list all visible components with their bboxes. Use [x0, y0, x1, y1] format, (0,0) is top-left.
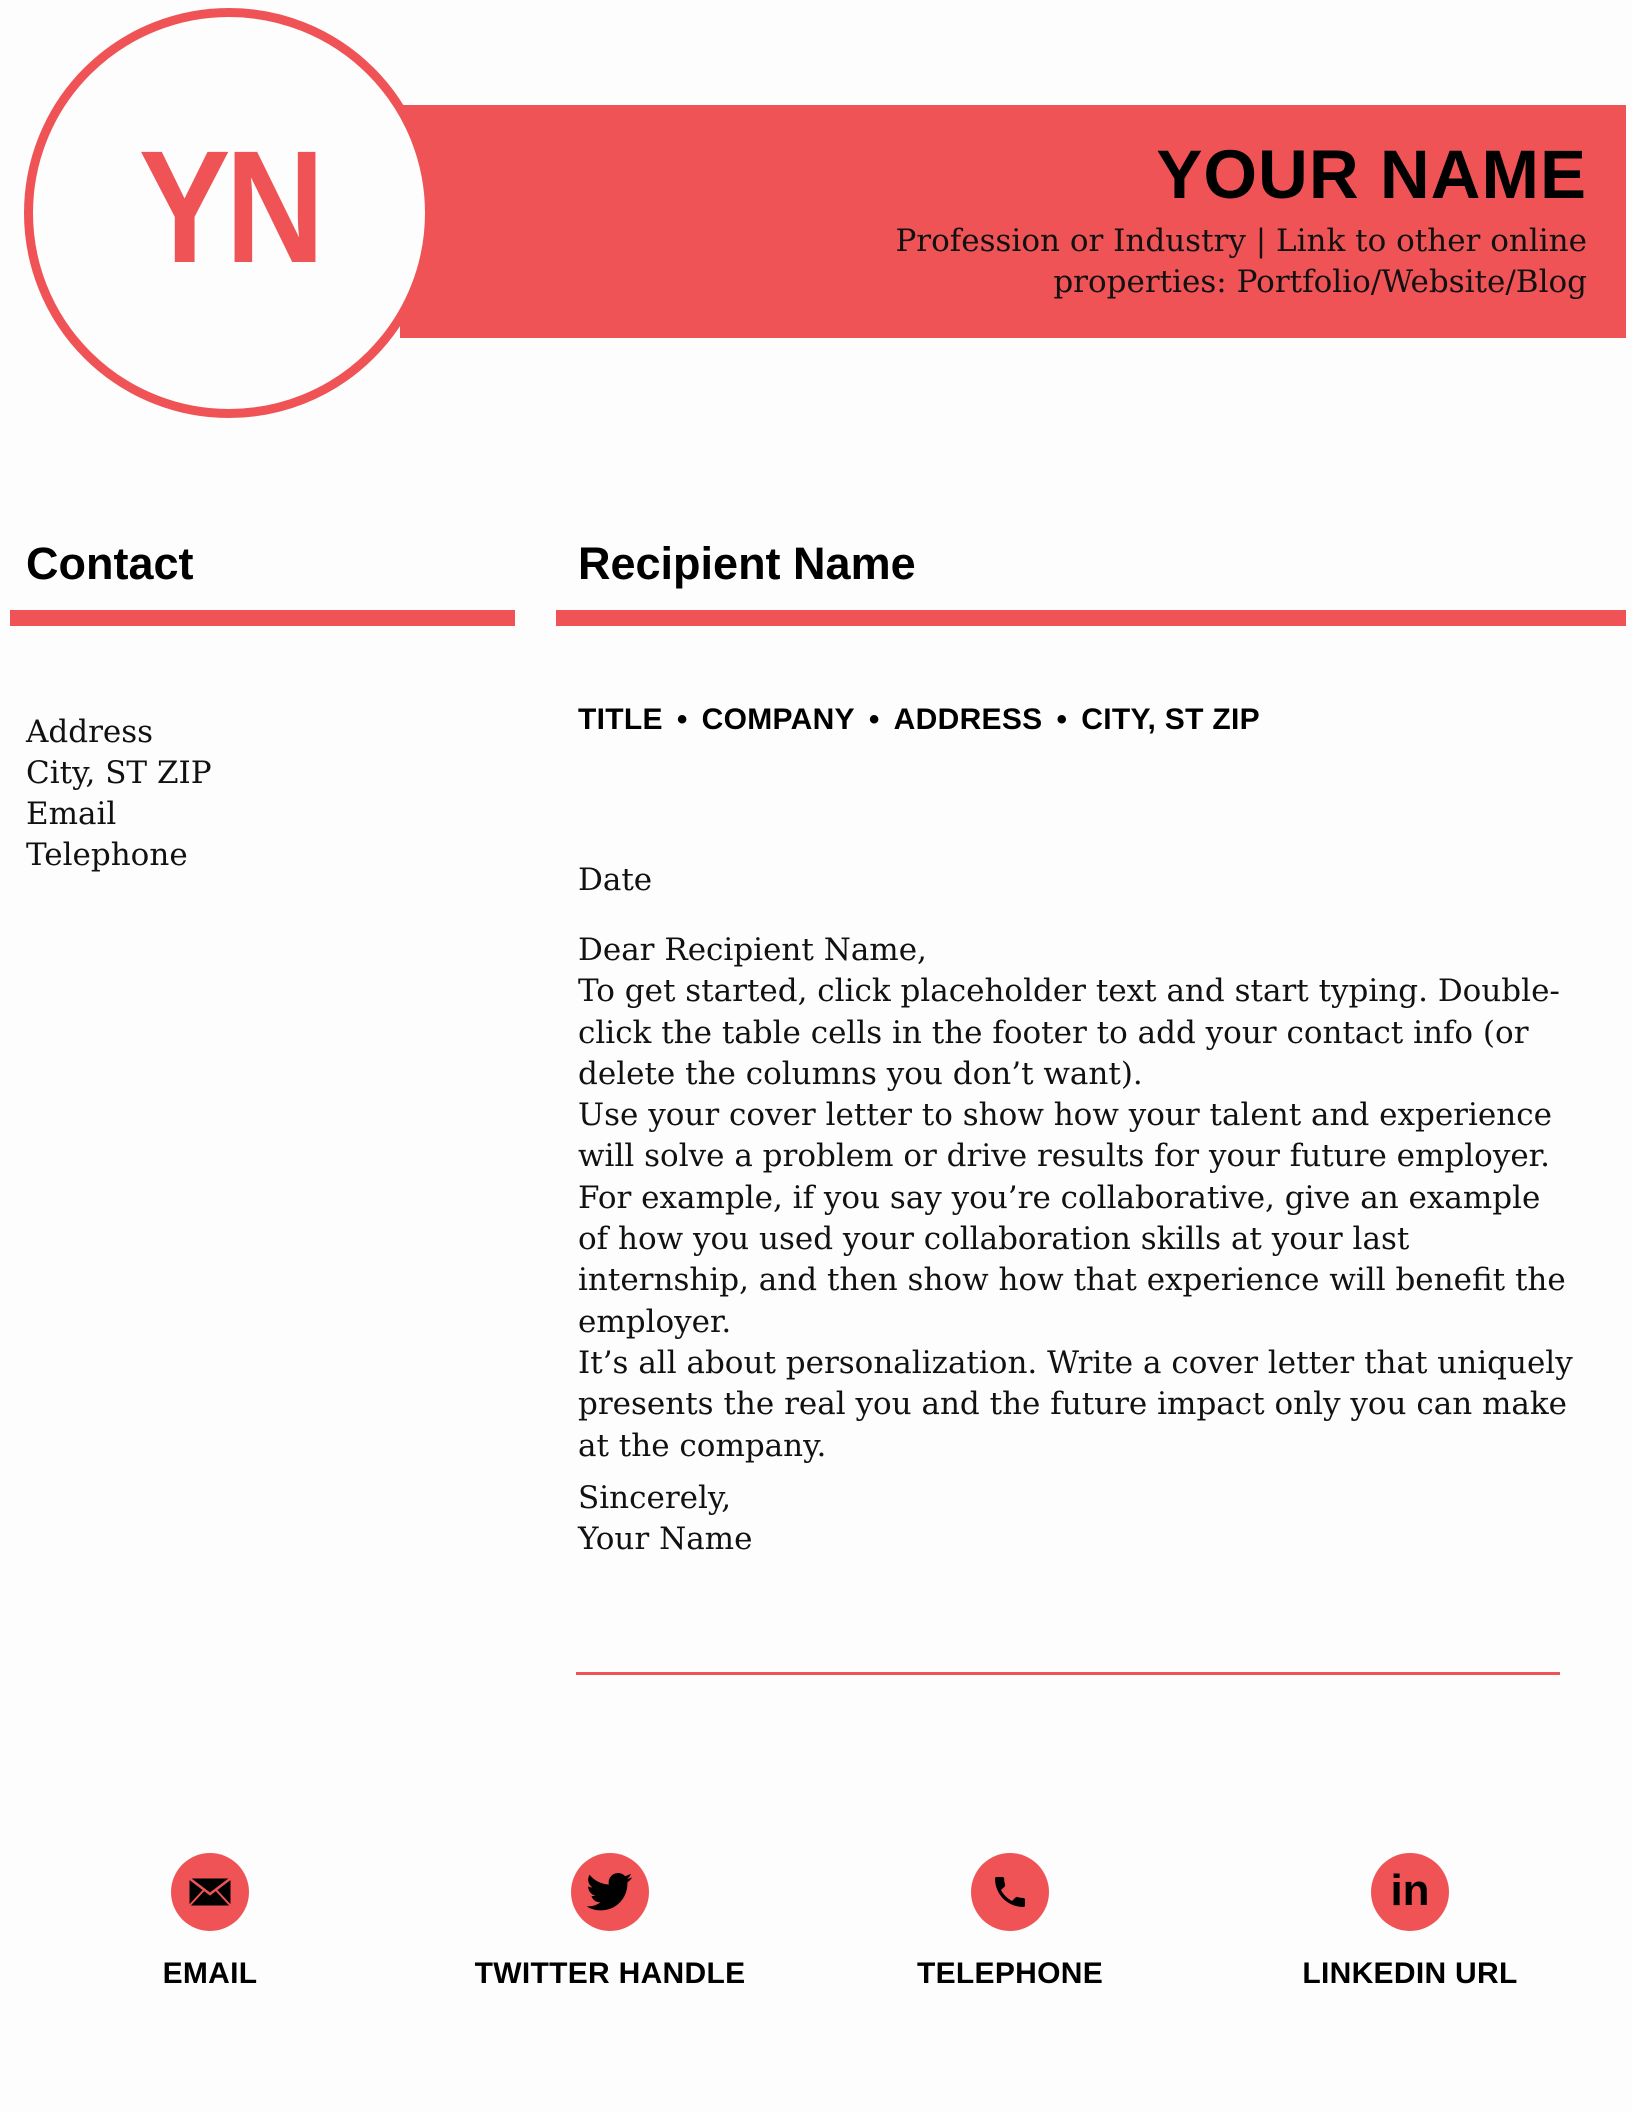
recipient-company: COMPANY: [701, 703, 855, 736]
letter-paragraph: To get started, click placeholder text and start typing. Double-click the table cells in the footer to add your contact info (or delete the columns you don’t want).: [578, 973, 1560, 1092]
contact-details[interactable]: [26, 712, 212, 876]
letter-body[interactable]: [578, 930, 1578, 1467]
contact-heading[interactable]: Contact: [26, 538, 194, 589]
footer-linkedin-label: LINKEDIN URL: [1302, 1957, 1518, 1990]
footer-email[interactable]: [10, 1853, 410, 1991]
contact-city-state-zip: City, ST ZIP: [26, 755, 212, 791]
footer-twitter[interactable]: [410, 1853, 810, 1991]
your-name-heading[interactable]: YOUR NAME: [1156, 136, 1587, 213]
contact-email: Email: [26, 796, 117, 832]
bullet-separator: •: [676, 703, 688, 736]
monogram-circle: [24, 8, 434, 418]
profession-line-2: properties: Portfolio/Website/Blog: [1053, 264, 1587, 300]
email-icon: [171, 1853, 249, 1931]
recipient-heading-rule: [556, 610, 1626, 626]
recipient-city-state-zip: CITY, ST ZIP: [1081, 703, 1260, 736]
linkedin-icon-glyph: in: [1390, 1866, 1430, 1915]
recipient-meta-line[interactable]: [578, 703, 1260, 737]
bullet-separator: •: [1056, 703, 1068, 736]
bullet-separator: •: [868, 703, 880, 736]
signature-name: Your Name: [578, 1521, 753, 1557]
monogram-initials: YN: [138, 117, 320, 296]
letter-salutation: Dear Recipient Name,: [578, 932, 927, 968]
recipient-address: ADDRESS: [893, 703, 1043, 736]
profession-line-1: Profession or Industry | Link to other online: [895, 223, 1587, 259]
footer-divider: [576, 1672, 1560, 1675]
telephone-icon: [971, 1853, 1049, 1931]
twitter-icon: [571, 1853, 649, 1931]
letter-closing[interactable]: [578, 1478, 752, 1560]
profession-text[interactable]: [867, 221, 1587, 303]
recipient-title: TITLE: [578, 703, 663, 736]
letter-paragraph: It’s all about personalization. Write a cover letter that uniquely presents the real you and the future impact only you can make at the company.: [578, 1344, 1573, 1464]
closing-text: Sincerely,: [578, 1480, 732, 1516]
footer-linkedin[interactable]: [1210, 1853, 1610, 1991]
contact-address: Address: [26, 714, 154, 750]
contact-telephone: Telephone: [26, 837, 188, 873]
letter-paragraph: Use your cover letter to show how your talent and experience will solve a problem or drive results for your future employer. For example, if you say you’re collaborative, give an example of how you used your collaboration skills at your last internship, and then show how that experience will benefit the employer.: [578, 1097, 1566, 1340]
footer-telephone[interactable]: [810, 1853, 1210, 1991]
linkedin-icon: [1371, 1853, 1449, 1931]
contact-heading-rule: [10, 610, 515, 626]
footer-telephone-label: TELEPHONE: [916, 1957, 1104, 1990]
footer-twitter-label: TWITTER HANDLE: [474, 1957, 746, 1990]
footer-email-label: EMAIL: [162, 1957, 258, 1990]
letter-date[interactable]: Date: [578, 862, 653, 898]
recipient-heading[interactable]: Recipient Name: [578, 538, 916, 589]
